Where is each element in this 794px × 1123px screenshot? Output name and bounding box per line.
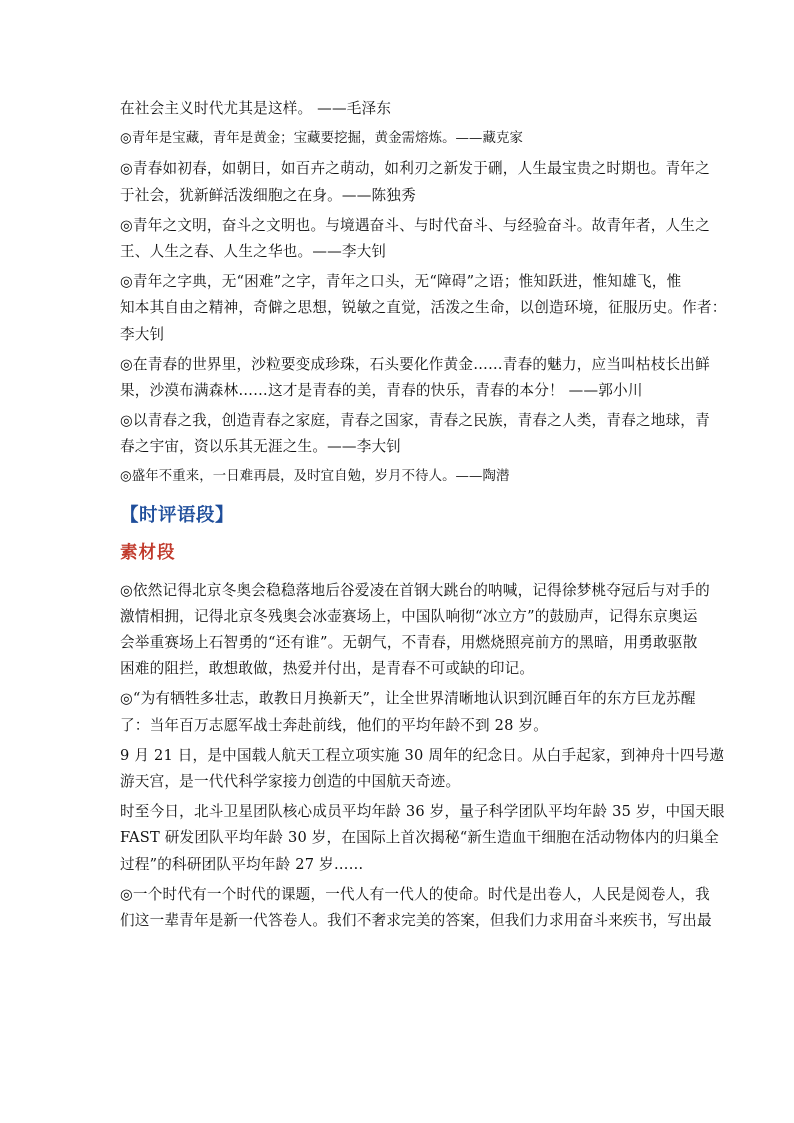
- quote-paragraph: [120, 464, 676, 490]
- text-line: ◎在青春的世界里，沙粒要变成珍珠，石头要化作黄金……青春的魅力，应当叫枯枝长出鲜: [120, 355, 710, 373]
- text-line: ◎一个时代有一个时代的课题，一代人有一代人的使命。时代是出卷人，人民是阅卷人，我: [120, 885, 710, 903]
- text-line: 知本其自由之精神，奇僻之思想，锐敏之直觉，活泼之生命，以创造环境，征服历史。作者：: [120, 299, 727, 317]
- text-line: ◎青春如初春，如朝日，如百卉之萌动，如利刃之新发于硎，人生最宝贵之时期也。青年之: [120, 160, 710, 178]
- text-line: ◎依然记得北京冬奥会稳稳落地后谷爱凌在首钢大跳台的呐喊，记得徐梦桃夺冠后与对手的: [120, 581, 710, 599]
- text-line: ◎青年之文明，奋斗之文明也。与境遇奋斗、与时代奋斗、与经验奋斗。故青年者，人生之: [120, 216, 710, 234]
- text-line: 困难的阻拦，敢想敢做，热爱并付出，是青春不可或缺的印记。: [120, 660, 535, 678]
- text-line: ◎以青春之我，创造青春之家庭，青春之国家，青春之民族，青春之人类，青春之地球，青: [120, 412, 710, 430]
- text-line: 游天宫，是一代代科学家接力创造的中国航天奇迹。: [120, 772, 461, 790]
- text-line: 在社会主义时代尤其是这样。 ——毛泽东: [120, 100, 392, 117]
- text-line: 激情相拥，记得北京冬残奥会冰壶赛场上，中国队响彻“冰立方”的鼓励声，记得东京奥运: [120, 607, 698, 625]
- text-line: FAST 研发团队平均年龄 30 岁，在国际上首次揭秘“新生造血干细胞在活动物体内的归巢全: [120, 829, 719, 847]
- paragraph-spacer: [120, 934, 676, 938]
- section-heading: 【时评语段】: [120, 504, 235, 526]
- material-paragraph: [120, 686, 696, 738]
- text-line: ◎“为有牺牲多壮志，敢教日月换新天”，让全世界清晰地认识到沉睡百年的东方巨龙苏醒: [120, 690, 696, 708]
- document-page: [120, 96, 727, 938]
- paragraph-spacer: [120, 491, 676, 495]
- quote-list: [120, 96, 727, 495]
- sub-heading: 素材段: [120, 542, 176, 563]
- text-line: 春之宇宙，资以乐其无涯之生。——李大钊: [120, 438, 402, 456]
- text-line: 于社会，犹新鲜活泼细胞之在身。——陈独秀: [120, 186, 416, 204]
- material-paragraph: [120, 743, 725, 795]
- text-line: 过程”的科研团队平均年龄 27 岁……: [120, 855, 364, 873]
- text-line: 了：当年百万志愿军战士奔赴前线，他们的平均年龄不到 28 岁。: [120, 716, 549, 734]
- quote-paragraph: [120, 408, 710, 460]
- text-line: ◎青年之字典，无“困难”之字，青年之口头，无“障碍”之语；惟知跃进，惟知雄飞，惟: [120, 273, 682, 291]
- text-line: 时至今日，北斗卫星团队核心成员平均年龄 36 岁，量子科学团队平均年龄 35 岁，中国天眼: [120, 803, 725, 821]
- text-line: 果，沙漠布满森林……这才是青春的美，青春的快乐，青春的本分！ ——郭小川: [120, 381, 643, 399]
- text-line: 王、人生之春、人生之华也。——李大钊: [120, 242, 387, 260]
- text-line: ◎青年是宝藏，青年是黄金；宝藏要挖掘，黄金需熔炼。——藏克家: [120, 131, 524, 147]
- quote-paragraph: [120, 96, 676, 122]
- text-line: ◎盛年不重来，一日难再晨，及时宜自勉，岁月不待人。——陶潜: [120, 469, 510, 485]
- text-line: 们这一辈青年是新一代答卷人。我们不奢求完美的答案，但我们力求用奋斗来疾书，写出最: [120, 911, 712, 929]
- text-line: 李大钊: [120, 325, 165, 343]
- text-line: 会举重赛场上石智勇的“还有谁”。无朝气，不青春，用燃烧照亮前方的黑暗，用勇敢驱散: [120, 634, 698, 651]
- material-list: [120, 578, 725, 938]
- material-paragraph: [120, 578, 710, 683]
- quote-paragraph: [120, 352, 710, 404]
- quote-paragraph: [120, 156, 710, 208]
- material-paragraph: [120, 799, 725, 878]
- quote-paragraph: [120, 213, 710, 265]
- material-paragraph: [120, 882, 712, 934]
- quote-paragraph: [120, 126, 676, 152]
- text-line: 9 月 21 日，是中国载人航天工程立项实施 30 周年的纪念日。从白手起家，到神舟十四号遨: [120, 746, 725, 764]
- quote-paragraph: [120, 269, 727, 348]
